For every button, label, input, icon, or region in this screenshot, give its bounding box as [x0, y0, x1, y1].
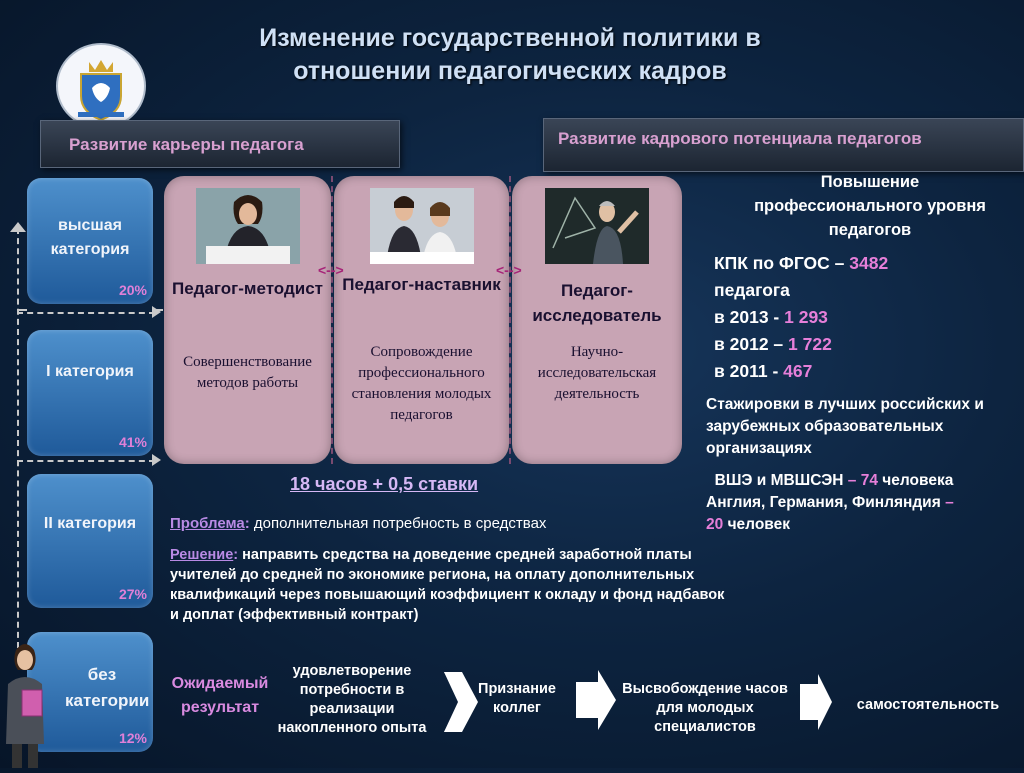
role-description: Сопровождение профессионального становления молодых педагогов [351, 344, 492, 423]
role-card-methodist [164, 176, 331, 464]
career-development-header: Развитие карьеры педагога [40, 120, 400, 168]
role-card-mentor [334, 176, 509, 464]
bidirectional-arrow-icon: <--> [496, 262, 522, 278]
arrow-right-icon [798, 672, 834, 732]
coat-of-arms-logo [52, 40, 150, 130]
mentoring-photo [370, 188, 474, 264]
hse-value: – 74 [847, 472, 878, 489]
result-step: удовлетворение потребности в реализации накопленного опыта [277, 663, 427, 736]
category-percent: 27% [118, 586, 147, 602]
kpk-label: КПК по ФГОС – [714, 253, 845, 273]
year-value: 467 [783, 361, 813, 381]
solution-statement: Решение: направить средства на доведение средней заработной платы учителей до средней по экономике региона, на оплату дополнительных квалификаций через повышающий коэффициент к окладу и фонд надбавок и доплат (эффективный контракт) [170, 547, 725, 623]
connector-line [17, 309, 27, 311]
potential-development-header: Развитие кадрового потенциала педагогов [543, 118, 1024, 172]
teacher-writing-photo [196, 188, 300, 264]
kpk-value: 3482 [849, 253, 889, 273]
year-value: 1 722 [788, 334, 832, 354]
countries: Англия, Германия, Финляндия [706, 494, 941, 511]
connector-line [17, 312, 155, 314]
solution-key: Решение [170, 547, 234, 563]
kpk-stats [714, 250, 888, 385]
exchange-stats [706, 470, 1024, 536]
solution-text: направить средства на доведение средней заработной платы учителей до средней по экономике региона, на оплату дополнительных квалификаций через повышающий коэффициент к окладу и фонд надбавок и доплат (эффективный контракт) [170, 547, 725, 623]
problem-statement: Проблема: дополнительная потребность в средствах [170, 515, 547, 532]
category-highest [27, 178, 153, 304]
role-divider [331, 176, 333, 464]
category-label: высшая категория [50, 217, 130, 258]
year-label: в 2012 – [714, 334, 784, 354]
category-label: I категория [46, 363, 134, 380]
category-percent: 12% [118, 730, 147, 746]
role-card-researcher [512, 176, 682, 464]
year-value: 1 293 [784, 307, 828, 327]
role-name: Педагог-исследователь [532, 281, 662, 325]
category-percent: 20% [118, 282, 147, 298]
career-path-arrowhead-icon [10, 222, 26, 232]
career-path-line [17, 228, 19, 648]
role-description: Научно-исследовательская деятельность [537, 344, 657, 402]
teacher-figure-icon [2, 640, 48, 768]
countries-unit: человек [727, 516, 790, 533]
role-divider [509, 176, 511, 464]
problem-text: дополнительная потребность в средствах [253, 515, 547, 532]
countries-value: 20 [706, 516, 724, 533]
hse-unit: человека [882, 472, 954, 489]
category-first [27, 330, 153, 456]
hours-label: 18 часов + 0,5 ставки [290, 474, 479, 494]
internship-text: Стажировки в лучших российских и зарубежных образовательных организациях [706, 396, 984, 457]
role-name: Педагог-наставник [342, 275, 501, 294]
page-title: Изменение государственной политики в отношении педагогических кадров [259, 24, 761, 85]
result-step: Высвобождение часов для молодых специалистов [622, 681, 788, 735]
result-step: самостоятельность [856, 697, 1000, 713]
kpk-unit: педагога [714, 280, 790, 300]
lecturer-photo [545, 188, 649, 264]
category-percent: 41% [118, 434, 147, 450]
category-second [27, 474, 153, 608]
category-label: II категория [43, 515, 137, 532]
year-label: в 2013 - [714, 307, 780, 327]
bidirectional-arrow-icon: <--> [318, 262, 344, 278]
result-step: Признание коллег [478, 681, 556, 716]
connector-line [17, 460, 155, 462]
role-name: Педагог-методист [172, 279, 323, 298]
arrow-right-icon [152, 454, 161, 466]
category-label: без категории [65, 665, 150, 710]
hse-label: ВШЭ и МВШСЭН [714, 472, 844, 489]
arrow-right-icon [574, 668, 618, 734]
problem-key: Проблема [170, 515, 245, 532]
role-description: Совершенствование методов работы [183, 354, 312, 391]
year-label: в 2011 - [714, 361, 779, 381]
right-subtitle: Повышение профессионального уровня педагогов [754, 173, 986, 239]
expected-result-label: Ожидаемый результат [171, 675, 269, 716]
arrow-right-icon [152, 306, 161, 318]
countries-dash: – [945, 494, 954, 511]
